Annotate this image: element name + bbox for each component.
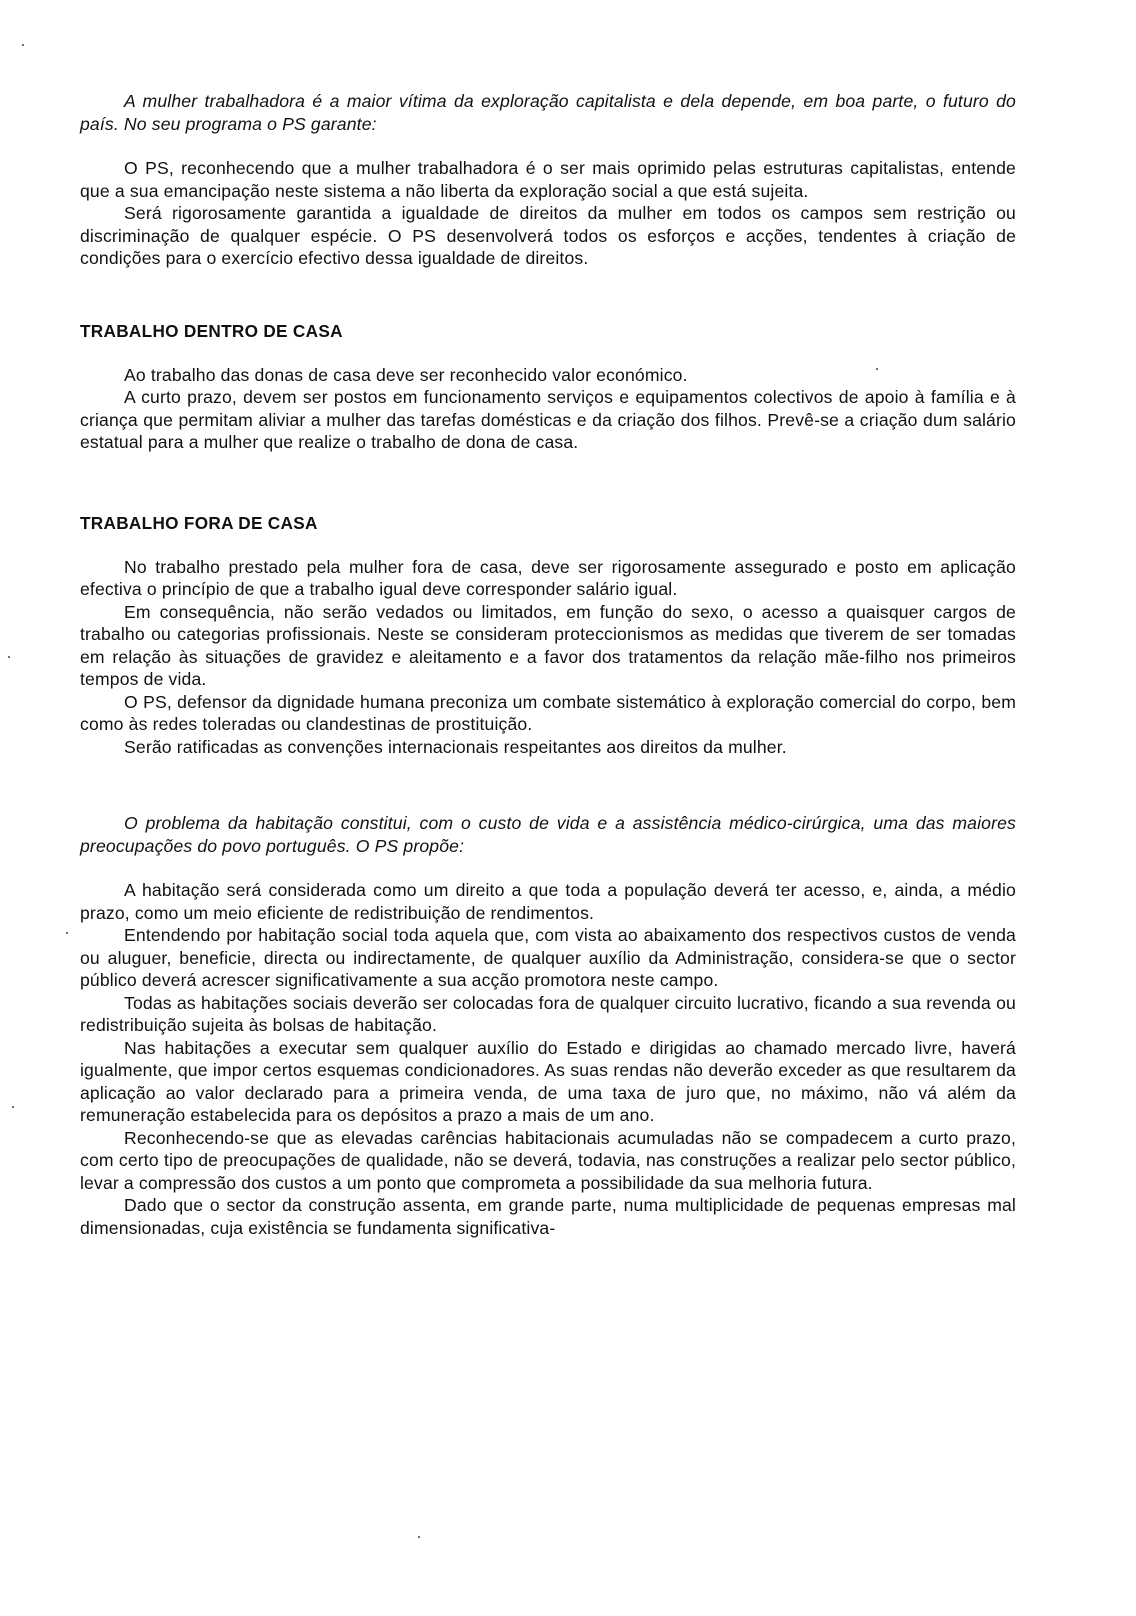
spacer xyxy=(80,342,1016,364)
outside-home-paragraph-1: No trabalho prestado pela mulher fora de casa, deve ser rigorosamente assegurado e posto em aplicação efectiva o princípio de que a trabalho igual deve corresponder salário igual. xyxy=(80,556,1016,599)
outside-home-paragraph-3: O PS, defensor da dignidade humana preconiza um combate sistemático à exploração comercial do corpo, bem como às redes toleradas ou clandestinas de prostituição. xyxy=(80,691,1016,734)
spacer xyxy=(80,270,1016,320)
inside-home-paragraph-1: Ao trabalho das donas de casa deve ser reconhecido valor económico. xyxy=(124,364,688,385)
inside-home-section xyxy=(80,320,1016,454)
scan-speck xyxy=(876,368,878,370)
outside-home-paragraph-4: Serão ratificadas as convenções internacionais respeitantes aos direitos da mulher. xyxy=(124,736,787,757)
women-paragraph-2: Será rigorosamente garantida a igualdade de direitos da mulher em todos os campos sem restrição ou discriminação de qualquer espécie. O PS desenvolverá todos os esforços e acções, tendentes à criação de condições para o exercício efectivo dessa igualdade de direitos. xyxy=(80,203,1016,268)
inside-home-paragraph-2: A curto prazo, devem ser postos em funcionamento serviços e equipamentos colectivos de apoio à família e à criança que permitam aliviar a mulher das tarefas domésticas e da criação dos filhos. Prevê-se a criação dum salário estatual para a mulher que realize o trabalho de dona de casa. xyxy=(80,387,1016,452)
housing-paragraph-6: Dado que o sector da construção assenta, em grande parte, numa multiplicidade de pequenas empresas mal dimensionadas, cuja existência se fundamenta significativa- xyxy=(80,1195,1016,1238)
spacer xyxy=(80,454,1016,512)
housing-intro: O problema da habitação constitui, com o custo de vida e a assistência médico-cirúrgica, uma das maiores preocupações do povo português. O PS propõe: xyxy=(80,813,1016,856)
housing-paragraph-3: Todas as habitações sociais deverão ser colocadas fora de qualquer circuito lucrativo, ficando a sua revenda ou redistribuição sujeita às bolsas de habitação. xyxy=(80,992,1016,1035)
housing-paragraph-2: Entendendo por habitação social toda aquela que, com vista ao abaixamento dos respectivos custos de venda ou aluguer, beneficie, directa ou indirectamente, de qualquer auxílio da Administração, considera-se que o sector público deverá acrescer significativamente a sua acção promotora neste campo. xyxy=(80,925,1016,990)
outside-home-section xyxy=(80,512,1016,759)
women-paragraph-1: O PS, reconhecendo que a mulher trabalhadora é o ser mais oprimido pelas estruturas capitalistas, entende que a sua emancipação neste sistema a não liberta da exploração social a que está sujeita. xyxy=(80,158,1016,201)
housing-paragraph-5: Reconhecendo-se que as elevadas carências habitacionais acumuladas não se compadecem a curto prazo, com certo tipo de preocupações de qualidade, não se deverá, todavia, nas construções a realizar pelo sector público, levar a compressão dos custos a um ponto que comprometa a possibilidade da sua melhoria futura. xyxy=(80,1127,1016,1193)
section-heading: TRABALHO FORA DE CASA xyxy=(80,512,318,533)
outside-home-paragraph-2: Em consequência, não serão vedados ou limitados, em função do sexo, o acesso a quaisquer cargos de trabalho ou categorias profissionais. Neste se consideram proteccionismos as medidas que tiverem de ser tomadas em relação às situações de gravidez e aleitamento e a favor dos tratamentos da relação mãe-filho nos primeiros tempos de vida. xyxy=(80,601,1016,689)
scan-speck xyxy=(418,1536,420,1538)
spacer xyxy=(80,534,1016,556)
document-page xyxy=(80,90,1016,1239)
housing-paragraph-1: A habitação será considerada como um direito a que toda a população deverá ter acesso, e, ainda, a médio prazo, como um meio eficiente de redistribuição de rendimentos. xyxy=(80,880,1016,923)
women-section xyxy=(80,157,1016,270)
section-heading: TRABALHO DENTRO DE CASA xyxy=(80,320,343,341)
scan-speck xyxy=(8,656,10,658)
scan-speck xyxy=(66,932,68,934)
spacer xyxy=(80,857,1016,879)
housing-paragraph-4: Nas habitações a executar sem qualquer auxílio do Estado e dirigidas ao chamado mercado livre, haverá igualmente, que impor certos esquemas condicionadores. As suas rendas não deverão exceder as que resultarem da aplicação ao valor declarado para a primeira venda, de uma taxa de juro que, no máximo, não vá além da remuneração estabelecida para os depósitos a prazo a mais de um ano. xyxy=(80,1037,1016,1125)
scan-speck xyxy=(22,44,24,46)
housing-section xyxy=(80,812,1016,1239)
scan-speck xyxy=(12,1106,14,1108)
intro-paragraph: A mulher trabalhadora é a maior vítima da exploração capitalista e dela depende, em boa parte, o futuro do país. No seu programa o PS garante: xyxy=(80,91,1016,134)
spacer xyxy=(80,135,1016,157)
spacer xyxy=(80,758,1016,812)
